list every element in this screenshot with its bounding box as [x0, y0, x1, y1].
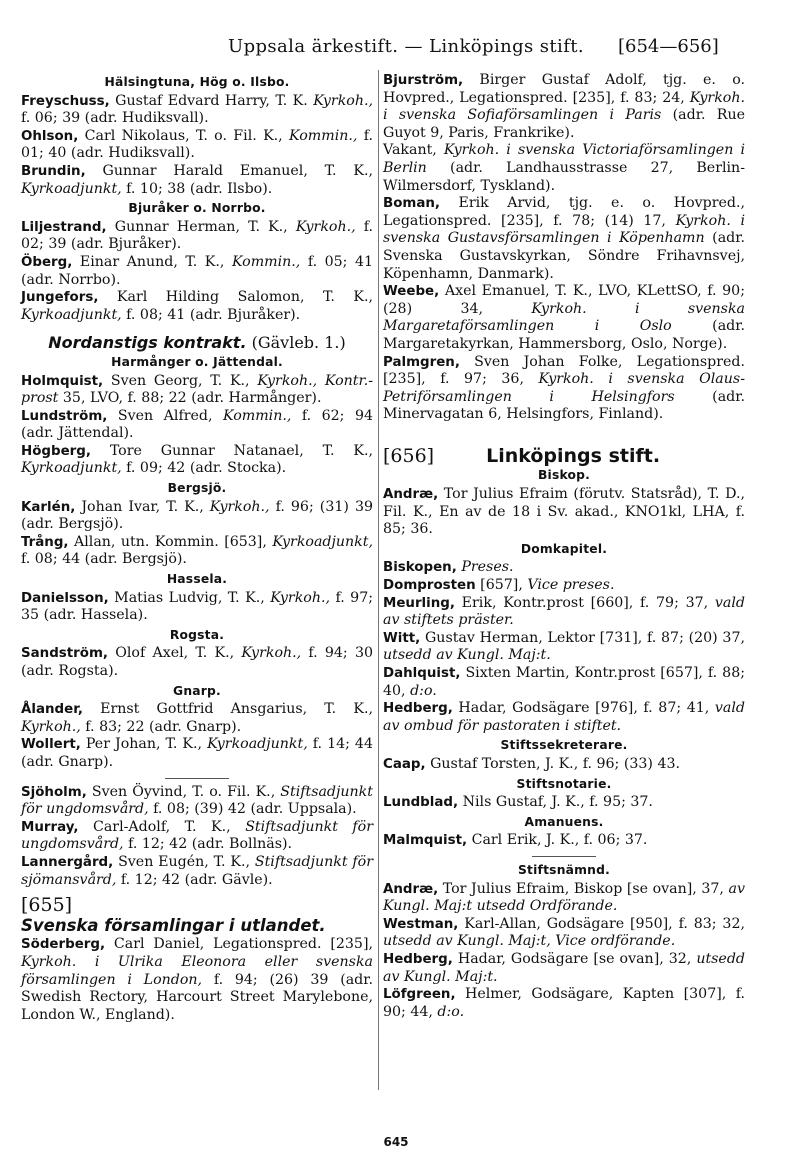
clergy-entry [383, 283, 745, 353]
entry-detail: Birger Gustaf Adolf, tjg. e. o. Hovpred., Legationspred. [235], f. 83; 24, [383, 72, 745, 106]
person-name: Ålander, [21, 702, 83, 718]
position-title: Kyrkoh., [209, 498, 270, 515]
parish-heading: Bergsjö. [167, 481, 227, 496]
running-title: Uppsala ärkestift. — Linköpings stift. [228, 36, 585, 57]
position-title: Stiftsadjunkt för ungdomsvård, [21, 818, 373, 853]
parish-heading: Hälsingtuna, Hög o. Ilsbo. [104, 75, 290, 89]
person-name: Sjöholm, [21, 784, 87, 800]
section-title: Linköpings stift. [486, 444, 661, 467]
clergy-entry [21, 254, 373, 289]
parish-heading: Bjuråker o. Norrbo. [128, 201, 266, 216]
page-header [0, 38, 792, 62]
person-name: Caap, [383, 756, 426, 772]
entry-detail: Gustaf Edvard Harry, T. K. [109, 92, 314, 109]
entry-detail: f. 12; 42 (adr. Bollnäs). [123, 836, 293, 853]
clergy-entry [21, 128, 373, 163]
section-number: [656] [383, 444, 435, 467]
entry-detail: Karl-Allan, Godsägare [950], f. 83; 32, [458, 915, 745, 932]
section-heading [383, 444, 745, 467]
position-title: Kyrkoh., [313, 92, 373, 109]
entry-detail: Vakant, [383, 142, 444, 159]
position-title: Kyrkoh. i svenska Sofiaförsamlingen i Paris [383, 89, 745, 124]
person-name: Karlén, [21, 499, 76, 515]
position-title: Kommin., [231, 253, 301, 270]
position-title: vald av stiftets präster. [383, 594, 745, 629]
clergy-entry [21, 590, 373, 625]
clergy-entry [383, 794, 745, 812]
position-title: Kyrkoh., Kontr.-prost [21, 372, 373, 407]
entry-detail: 35, LVO, f. 88; 22 (adr. Harmånger). [58, 390, 322, 407]
person-name: Ohlson, [21, 128, 79, 144]
entry-detail: Ernst Gottfrid Ansgarius, T. K., [82, 701, 373, 718]
clergy-entry [21, 645, 373, 680]
entry-detail: Carl Erik, J. K., f. 06; 37. [467, 832, 648, 849]
clergy-entry [21, 289, 373, 324]
position-title: Kyrkoadjunkt, [207, 736, 308, 753]
position-title: vald av ombud för pastoraten i stiftet. [383, 700, 745, 734]
entry-detail: Carl-Adolf, T. K., [78, 818, 246, 835]
entry-detail: Carl Daniel, Legationspred. [235], [105, 936, 373, 953]
parish-heading: Gnarp. [173, 683, 221, 698]
clergy-entry [21, 163, 373, 198]
clergy-entry [21, 819, 373, 854]
position-title: Stiftsadjunkt för sjömansvård, [21, 853, 373, 888]
person-name: Palmgren, [383, 354, 460, 370]
entry-detail: (adr. Margaretakyrkan, Hammersborg, Oslo, Norge). [383, 318, 745, 352]
entry-detail: (adr. Minervagatan 6, Helsingfors, Finland). [383, 388, 745, 423]
right-column [383, 72, 745, 1021]
entry-detail: (adr. Landhausstrasse 27, Berlin-Wilmersdorf, Tyskland). [383, 159, 745, 194]
clergy-entry [383, 195, 745, 283]
entry-detail: Erik, Kontr.prost [660], f. 79; 37, [454, 594, 715, 611]
position-title: Kyrkoh., [295, 218, 356, 235]
entry-detail: Gunnar Herman, T. K., [106, 218, 296, 235]
clergy-entry [383, 986, 745, 1021]
person-name: Boman, [383, 196, 441, 212]
position-title: Preses. [461, 559, 514, 576]
person-name: Freyschuss, [21, 93, 110, 109]
entry-detail: Erik Arvid, tjg. e. o. Hovpred., Legationspred. [235], f. 78; (14) 17, [383, 195, 745, 229]
person-name: Högberg, [21, 443, 91, 459]
entry-detail: f. 05; 41 (adr. Norrbo). [21, 253, 374, 288]
clergy-entry [383, 756, 745, 774]
entry-detail: Tor Julius Efraim, Biskop [se ovan], 37, [438, 880, 729, 897]
position-title: utsedd av Kungl. Maj:t. [383, 647, 551, 664]
person-name: Jungefors, [21, 290, 99, 306]
clergy-entry [383, 142, 745, 195]
parish-heading: Rogsta. [169, 627, 225, 642]
parish-heading: Domkapitel. [520, 541, 608, 556]
parish-heading: Hassela. [166, 572, 228, 587]
clergy-entry [383, 630, 745, 665]
clergy-entry [383, 700, 745, 735]
entry-detail: f. 06; 39 (adr. Hudiksvall). [21, 110, 209, 127]
clergy-entry [21, 784, 373, 819]
entry-detail: f. 09; 42 (adr. Stocka). [121, 460, 287, 477]
section-title: Svenska församlingar i utlandet. [21, 915, 326, 935]
clergy-entry [383, 665, 745, 700]
person-name: Danielsson, [21, 590, 109, 606]
page-range: [654—656] [618, 36, 719, 57]
entry-detail: Sven Alfred, [107, 407, 223, 424]
person-name: Brundin, [21, 163, 86, 179]
parish-heading: Stiftsnotarie. [516, 776, 612, 791]
person-name: Weebe, [383, 284, 440, 300]
parish-heading: Stiftsnämnd. [518, 862, 610, 877]
person-name: Andræ, [383, 487, 439, 503]
entry-detail: f. 08; 41 (adr. Bjuråker). [121, 306, 301, 323]
parish-heading: Harmånger o. Jättendal. [111, 354, 283, 369]
clergy-entry [21, 499, 373, 534]
person-name: Murray, [21, 819, 79, 835]
position-title: Kyrkoh. i Ulrika Eleonora eller svenska församlingen i London, [21, 953, 373, 988]
entry-detail: f. 83; 22 (adr. Gnarp). [80, 718, 242, 735]
entry-detail: Axel Emanuel, T. K., LVO, KLettSO, f. 90; (28) 34, [383, 283, 745, 317]
entry-detail: f. 97; 35 (adr. Hassela). [21, 589, 373, 624]
entry-detail: Gustaf Torsten, J. K., f. 96; (33) 43. [425, 755, 681, 772]
entry-detail: Einar Anund, T. K., [72, 253, 232, 270]
person-name: Lundström, [21, 408, 108, 424]
entry-detail: f. 08; 44 (adr. Bergsjö). [21, 551, 187, 568]
entry-detail: [657], [475, 577, 528, 594]
clergy-entry [21, 219, 373, 254]
clergy-entry [383, 354, 745, 424]
clergy-entry [383, 832, 745, 850]
contract-region: (Gävleb. 1.) [246, 333, 346, 353]
position-title: utsedd av Kungl. Maj:t, Vice ordförande. [383, 933, 676, 950]
position-title: Kyrkoh. i svenska Victoriaförsamlingen i Berlin [383, 142, 745, 176]
person-name: Malmquist, [383, 833, 468, 849]
person-name: Domprosten [383, 578, 476, 594]
person-name: Dahlquist, [383, 666, 461, 681]
clergy-entry [21, 854, 373, 889]
column-divider [378, 70, 379, 1090]
entry-detail: f. 94; 30 (adr. Rogsta). [21, 645, 374, 679]
entry-detail: Tor Julius Efraim (förutv. Statsråd), T. D., Fil. K., En av de 18 i Sv. akad., KNO1kl, LHA, f. 85; 36. [383, 486, 745, 538]
person-name: Lundblad, [383, 795, 459, 811]
entry-detail: f. 96; (31) 39 (adr. Bergsjö). [21, 498, 373, 533]
entry-detail: f. 10; 38 (adr. Ilsbo). [121, 180, 273, 197]
position-title: Kyrkoh. i svenska Olaus-Petriförsamlingen i Helsingfors [383, 371, 745, 405]
entry-detail: Gustav Herman, Lektor [731], f. 87; (20) 37, [420, 629, 745, 646]
entry-detail: f. 94; (26) 39 (adr. Swedish Rectory, Harcourt Street Marylebone, London W., England). [21, 971, 373, 1023]
clergy-entry [383, 881, 745, 916]
position-title: utsedd av Kungl. Maj:t. [383, 950, 745, 985]
person-name: Lannergård, [21, 854, 114, 870]
person-name: Trång, [21, 534, 69, 550]
entry-detail: Per Johan, T. K., [80, 736, 208, 753]
entry-detail: Helmer, Godsägare, Kapten [307], f. 90; 44, [383, 986, 745, 1020]
entry-detail: f. 01; 40 (adr. Hudiksvall). [21, 127, 373, 162]
position-title: av Kungl. Maj:t utsedd Ordförande. [383, 880, 745, 915]
page-number: 645 [383, 1135, 409, 1149]
entry-detail: Sven Johan Folke, Legationspred. [235], f. 97; 36, [383, 353, 745, 388]
person-name: Sandström, [21, 646, 109, 662]
entry-detail: Carl Nikolaus, T. o. Fil. K., [78, 127, 290, 144]
clergy-entry [21, 936, 373, 1024]
clergy-entry [21, 701, 373, 736]
position-title: Kyrkoh., [270, 589, 331, 606]
clergy-entry [383, 951, 745, 986]
clergy-entry [21, 534, 373, 569]
position-title: Kyrkoh., [21, 718, 81, 735]
position-title: Kyrkoh. i svenska Margaretaförsamlingen i Oslo [383, 300, 745, 335]
separator-rule [165, 778, 229, 779]
contract-name: Nordanstigs kontrakt. [48, 333, 247, 353]
clergy-entry [383, 916, 745, 951]
clergy-entry [383, 577, 745, 595]
section-number: [655] [21, 894, 73, 917]
parish-heading: Amanuens. [524, 814, 604, 829]
person-name: Westman, [383, 916, 459, 932]
entry-detail: Sixten Martin, Kontr.prost [657], f. 88; 40, [383, 665, 745, 699]
person-name: Bjurström, [383, 73, 464, 88]
position-title: Kyrkoadjunkt, [21, 180, 122, 197]
person-name: Söderberg, [21, 937, 106, 953]
left-column [21, 72, 373, 1024]
contract-heading [21, 334, 373, 352]
clergy-entry [21, 408, 373, 443]
position-title: Kyrkoadjunkt, [21, 306, 122, 323]
entry-detail: Olof Axel, T. K., [108, 645, 242, 662]
entry-detail: Hadar, Godsägare [se ovan], 32, [452, 950, 697, 967]
position-title: Kyrkoh., [241, 645, 302, 662]
section-heading [21, 894, 373, 935]
position-title: Kommin., [289, 127, 358, 144]
clergy-entry [21, 373, 373, 408]
person-name: Hedberg, [383, 701, 453, 717]
parish-heading: Stiftssekreterare. [500, 738, 628, 753]
person-name: Andræ, [383, 881, 439, 897]
person-name: Witt, [383, 630, 421, 646]
position-title: Vice preses. [527, 577, 615, 594]
entry-detail: f. 62; 94 (adr. Jättendal). [21, 407, 373, 442]
person-name: Hedberg, [383, 951, 453, 967]
position-title: Kommin., [222, 407, 292, 424]
person-name: Liljestrand, [21, 219, 107, 235]
entry-detail: Sven Eugén, T. K., [113, 853, 255, 870]
entry-detail: Matias Ludvig, T. K., [108, 589, 271, 606]
entry-detail: Sven Georg, T. K., [103, 372, 258, 389]
clergy-entry [383, 486, 745, 539]
clergy-entry [21, 93, 373, 128]
clergy-entry [21, 736, 373, 771]
position-title: d:o. [410, 682, 437, 699]
separator-rule [532, 856, 596, 857]
position-title: Kyrkoadjunkt, [272, 533, 373, 550]
person-name: Öberg, [21, 254, 73, 270]
entry-detail: Gunnar Harald Emanuel, T. K., [85, 162, 373, 179]
person-name: Löfgreen, [383, 987, 456, 1003]
person-name: Holmquist, [21, 373, 104, 389]
person-name: Biskopen, [383, 560, 457, 576]
entry-detail: Tore Gunnar Natanael, T. K., [90, 442, 373, 459]
entry-detail: f. 12; 42 (adr. Gävle). [116, 871, 273, 888]
position-title: d:o. [437, 1003, 465, 1020]
entry-detail: Allan, utn. Kommin. [653], [68, 533, 273, 550]
entry-detail: Hadar, Godsägare [976], f. 87; 41, [452, 700, 715, 717]
position-title: Stiftsadjunkt för ungdomsvård, [21, 783, 373, 818]
entry-detail: Nils Gustaf, J. K., f. 95; 37. [458, 794, 653, 811]
entry-detail: f. 08; (39) 42 (adr. Uppsala). [148, 801, 357, 818]
entry-detail: (adr. Rue Guyot 9, Paris, Frankrike). [383, 107, 745, 141]
clergy-entry [383, 595, 745, 630]
position-title: Kyrkoadjunkt, [21, 460, 122, 477]
entry-detail: Sven Öyvind, T. o. Fil. K., [86, 783, 281, 800]
clergy-entry [21, 443, 373, 478]
entry-detail: (adr. Svenska Gustavskyrkan, Söndre Frihavnsvej, Köpenhamn, Danmark). [383, 230, 745, 282]
entry-detail: f. 02; 39 (adr. Bjuråker). [21, 218, 374, 253]
clergy-entry [383, 559, 745, 577]
entry-detail: Johan Ivar, T. K., [75, 498, 210, 515]
person-name: Wollert, [21, 737, 81, 753]
entry-detail: f. 14; 44 (adr. Gnarp). [21, 736, 373, 770]
person-name: Meurling, [383, 595, 455, 611]
clergy-entry [383, 72, 745, 142]
parish-heading: Biskop. [537, 468, 591, 483]
entry-detail: Karl Hilding Salomon, T. K., [98, 289, 373, 306]
position-title: Kyrkoh. i svenska Gustavsförsamlingen i Köpenhamn [383, 212, 745, 247]
